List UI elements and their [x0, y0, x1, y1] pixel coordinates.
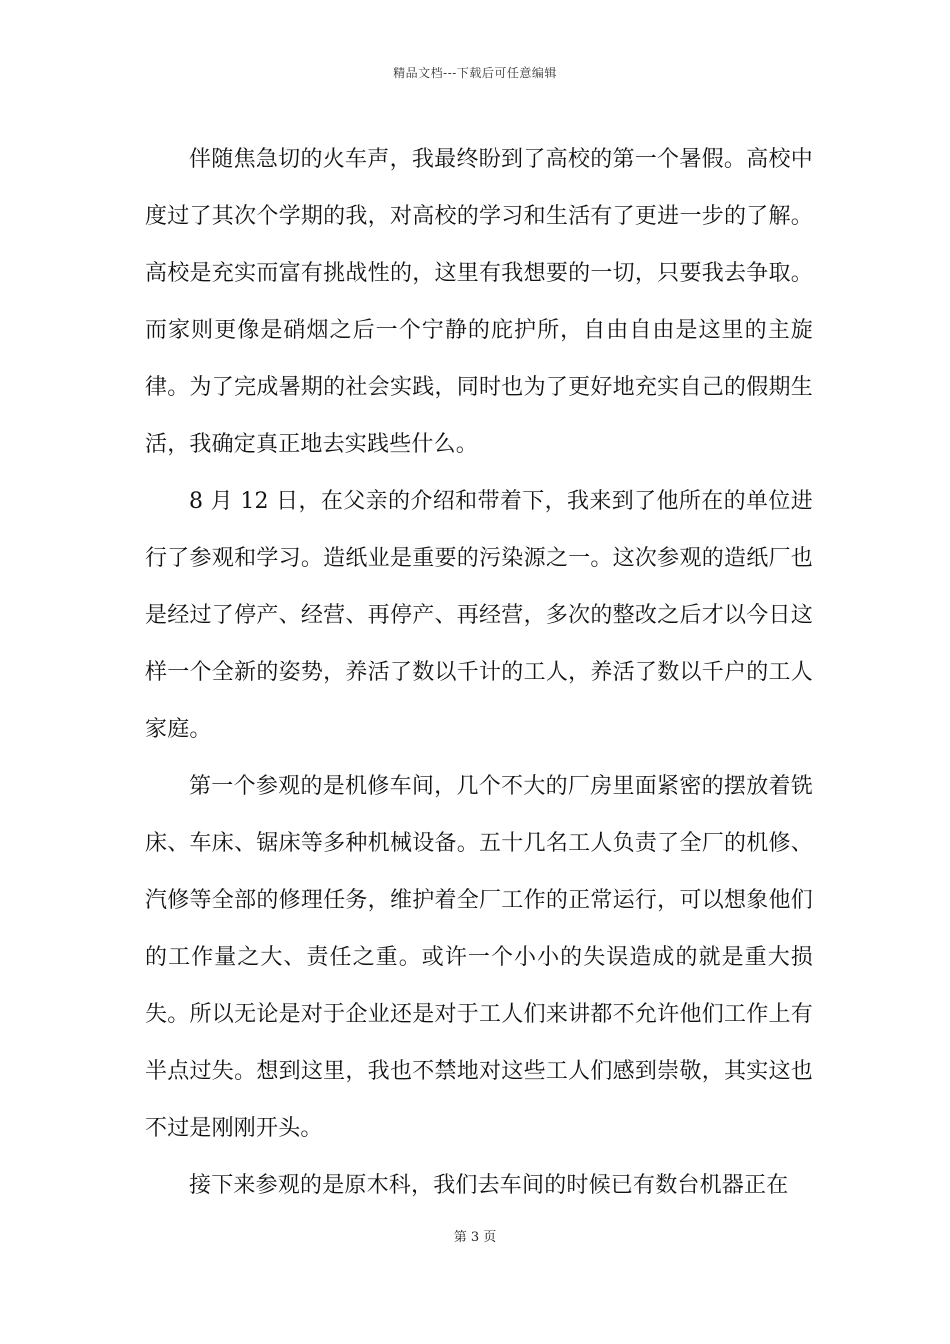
- paragraph-2: 8 月 12 日，在父亲的介绍和带着下，我来到了他所在的单位进行了参观和学习。造纸业是重要的污染源之一。这次参观的造纸厂也是经过了停产、经营、再停产、再经营，多次的整改之后才以今日这样一个全新的姿势，养活了数以千计的工人，养活了数以千户的工人家庭。: [145, 489, 813, 742]
- document-body: [145, 131, 813, 1214]
- paragraph-1: 伴随焦急切的火车声，我最终盼到了高校的第一个暑假。高校中度过了其次个学期的我，对高校的学习和生活有了更进一步的了解。高校是充实而富有挑战性的，这里有我想要的一切，只要我去争取。而家则更像是硝烟之后一个宁静的庇护所，自由自由是这里的主旋律。为了完成暑期的社会实践，同时也为了更好地充实自己的假期生活，我确定真正地去实践些什么。: [145, 147, 813, 457]
- paragraph-3: 第一个参观的是机修车间，几个不大的厂房里面紧密的摆放着铣床、车床、锯床等多种机械设备。五十几名工人负责了全厂的机修、汽修等全部的修理任务，维护着全厂工作的正常运行，可以想象他们的工作量之大、责任之重。或许一个小小的失误造成的就是重大损失。所以无论是对于企业还是对于工人们来讲都不允许他们工作上有半点过失。想到这里，我也不禁地对这些工人们感到崇敬，其实这也不过是刚刚开头。: [145, 774, 813, 1141]
- page-number: 第 3 页: [453, 1230, 497, 1245]
- page-header: 精品文档---下载后可任意编辑: [393, 66, 557, 80]
- paragraph-4: 接下来参观的是原木科，我们去车间的时候已有数台机器正在: [189, 1173, 789, 1198]
